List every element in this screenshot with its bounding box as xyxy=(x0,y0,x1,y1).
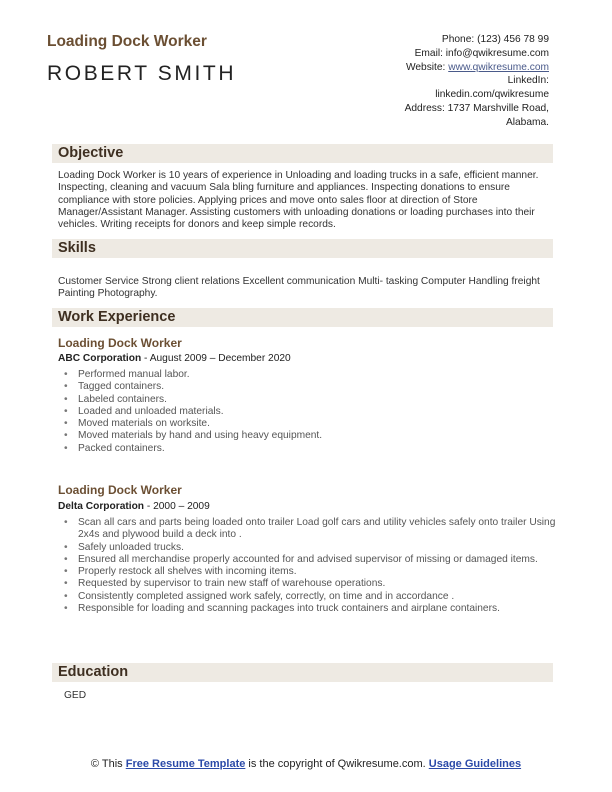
website-link[interactable]: www.qwikresume.com xyxy=(448,61,549,73)
website-label: Website: xyxy=(405,61,446,73)
list-item: • Moved materials on worksite. xyxy=(58,418,558,430)
experience-heading: Work Experience xyxy=(58,309,176,325)
footer xyxy=(0,758,612,772)
address-line2: Alabama. xyxy=(505,116,549,128)
objective-section-header xyxy=(52,144,553,163)
skills-heading: Skills xyxy=(58,240,96,256)
linkedin-label: LinkedIn: xyxy=(507,75,549,87)
list-item: • Safely unloaded trucks. xyxy=(58,542,558,554)
list-item: • Moved materials by hand and using heavy equipment. xyxy=(58,430,558,442)
list-item: • Responsible for loading and scanning packages into truck containers and airplane containers. xyxy=(58,603,558,615)
footer-prefix: © This xyxy=(90,758,126,770)
list-item: • Scan all cars and parts being loaded onto trailer Load golf cars and utility vehicles safely onto trailer Using 2x4s and plywood build a deck into . xyxy=(58,517,558,542)
education-heading: Education xyxy=(58,664,129,680)
phone-value: (123) 456 78 99 xyxy=(477,34,549,45)
job-1-dates: - August 2009 – December 2020 xyxy=(141,353,291,364)
email-value: info@qwikresume.com xyxy=(445,47,549,59)
experience-section-header xyxy=(52,308,553,327)
education-section-header xyxy=(52,663,553,682)
contact-address xyxy=(309,102,549,116)
education-text: GED xyxy=(64,690,87,701)
contact-website xyxy=(309,61,549,75)
objective-text: Loading Dock Worker is 10 years of experience in Unloading and loading trucks in a safe, efficient manner. Inspecting, cleaning and vacuum Sala bling furniture and appliances. Inspecting donations to ensure compliance with store policies. Applying prices and move onto sales floor at direction of Store Manager/Assistant Manager. Assisting customers with unloading donations or loading purchases into their vehicles. Writing receipts for donors and keep simple records. xyxy=(58,170,539,231)
usage-guidelines-link[interactable]: Usage Guidelines xyxy=(428,758,522,770)
job-2-role: Loading Dock Worker xyxy=(58,483,182,497)
list-item: • Tagged containers. xyxy=(58,381,558,393)
contact-phone xyxy=(309,33,549,47)
objective-heading: Objective xyxy=(58,145,124,161)
job-1-role: Loading Dock Worker xyxy=(58,336,182,350)
contact-email xyxy=(309,47,549,61)
free-resume-template-link[interactable]: Free Resume Template xyxy=(125,758,246,770)
job-2-company: Delta Corporation xyxy=(58,501,145,512)
job-2-dates: - 2000 – 2009 xyxy=(144,501,210,512)
phone-label: Phone: xyxy=(441,34,475,45)
list-item: • Packed containers. xyxy=(58,443,558,455)
address-line1: 1737 Marshville Road, xyxy=(447,102,549,114)
contact-block xyxy=(309,33,549,130)
list-item: • Ensured all merchandise properly accounted for and advised supervisor of missing or damaged items. xyxy=(58,554,558,566)
address-label: Address: xyxy=(404,102,445,114)
footer-middle: is the copyright of Qwikresume.com. xyxy=(245,758,429,770)
candidate-name: ROBERT SMITH xyxy=(47,62,237,85)
list-item: • Loaded and unloaded materials. xyxy=(58,406,558,418)
list-item: • Consistently completed assigned work safely, correctly, on time and in accordance . xyxy=(58,591,558,603)
linkedin-value: linkedin.com/qwikresume xyxy=(435,89,549,101)
list-item: • Requested by supervisor to train new staff of warehouse operations. xyxy=(58,578,558,590)
skills-section-header xyxy=(52,239,553,258)
list-item: • Labeled containers. xyxy=(58,394,558,406)
job-1-company-line xyxy=(58,353,291,364)
list-item: • Properly restock all shelves with incoming items. xyxy=(58,566,558,578)
job-1-company: ABC Corporation xyxy=(58,353,142,364)
job-2-company-line xyxy=(58,501,210,512)
skills-text: Customer Service Strong client relations Excellent communication Multi- tasking Computer Handling freight Painting Photography. xyxy=(58,276,540,300)
list-item: • Performed manual labor. xyxy=(58,369,558,381)
job-1-duties xyxy=(58,369,558,455)
job-2-duties xyxy=(58,517,558,615)
email-label: Email: xyxy=(414,47,443,59)
resume-job-title: Loading Dock Worker xyxy=(47,33,207,50)
